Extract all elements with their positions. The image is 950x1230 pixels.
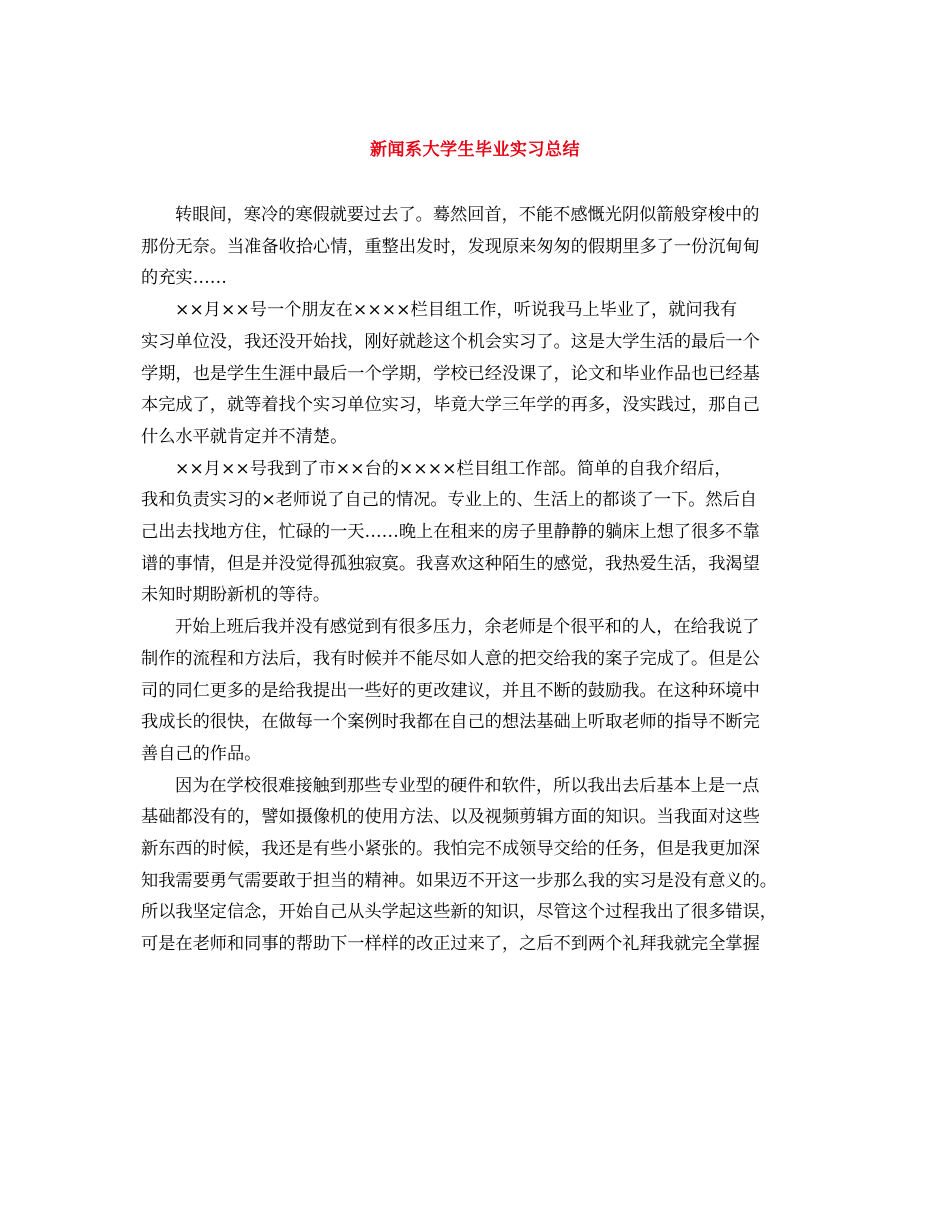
text-line: ××月××号一个朋友在××××栏目组工作，听说我马上毕业了，就问我有: [175, 300, 738, 321]
text-line: 善自己的作品。: [141, 743, 262, 764]
text-line: 未知时期盼新机的等待。: [141, 585, 331, 606]
paragraph-5: [141, 771, 811, 961]
text-line: 我成长的很快，在做每一个案例时我都在自己的想法基础上听取老师的指导不断完: [141, 712, 760, 733]
paragraph-4: [141, 612, 811, 771]
text-line: 己出去找地方住，忙碌的一天……晚上在租来的房子里静静的躺床上想了很多不靠: [141, 522, 760, 543]
text-line: 开始上班后我并没有感觉到有很多压力，余老师是个很平和的人，在给我说了: [175, 617, 760, 638]
text-line: 谱的事情，但是并没觉得孤独寂寞。我喜欢这种陌生的感觉，我热爱生活，我渴望: [141, 553, 760, 574]
text-line: 什么水平就肯定并不清楚。: [141, 426, 348, 447]
text-line: 新东西的时候，我还是有些小紧张的。我怕完不成领导交给的任务，但是我更加深: [141, 839, 760, 860]
text-line: 我和负责实习的×老师说了自己的情况。专业上的、生活上的都谈了一下。然后自: [141, 490, 757, 511]
text-line: 本完成了，就等着找个实习单位实习，毕竟大学三年学的再多，没实践过，那自己: [141, 395, 760, 416]
text-line: 可是在老师和同事的帮助下一样样的改正过来了，之后不到两个礼拜我就完全掌握: [141, 934, 760, 955]
text-line: 制作的流程和方法后，我有时候并不能尽如人意的把交给我的案子完成了。但是公: [141, 648, 760, 669]
text-line: 因为在学校很难接触到那些专业型的硬件和软件，所以我出去后基本上是一点: [175, 775, 760, 796]
text-line: 那份无奈。当准备收拾心情，重整出发时，发现原来匆匆的假期里多了一份沉甸甸: [141, 236, 760, 257]
text-line: 知我需要勇气需要敢于担当的精神。如果迈不开这一步那么我的实习是没有意义的。: [141, 870, 777, 891]
paragraph-3: [141, 454, 811, 613]
text-line: 的充实……: [141, 268, 227, 289]
text-line: 所以我坚定信念，开始自己从头学起这些新的知识，尽管这个过程我出了很多错误，: [141, 902, 777, 923]
text-line: 实习单位没，我还没开始找，刚好就趁这个机会实习了。这是大学生活的最后一个: [141, 331, 760, 352]
document-body: [141, 200, 811, 961]
text-line: ××月××号我到了市××台的××××栏目组工作部。简单的自我介绍后，: [175, 458, 732, 479]
text-line: 司的同仁更多的是给我提出一些好的更改建议，并且不断的鼓励我。在这种环境中: [141, 680, 760, 701]
text-line: 转眼间，寒冷的寒假就要过去了。蓦然回首，不能不感慨光阴似箭般穿梭中的: [175, 205, 760, 225]
text-line: 学期，也是学生生涯中最后一个学期，学校已经没课了，论文和毕业作品也已经基: [141, 363, 760, 384]
text-line: 基础都没有的，譬如摄像机的使用方法、以及视频剪辑方面的知识。当我面对这些: [141, 807, 760, 828]
paragraph-1: [141, 200, 811, 295]
paragraph-2: [141, 295, 811, 454]
document-title: 新闻系大学生毕业实习总结: [370, 140, 580, 160]
